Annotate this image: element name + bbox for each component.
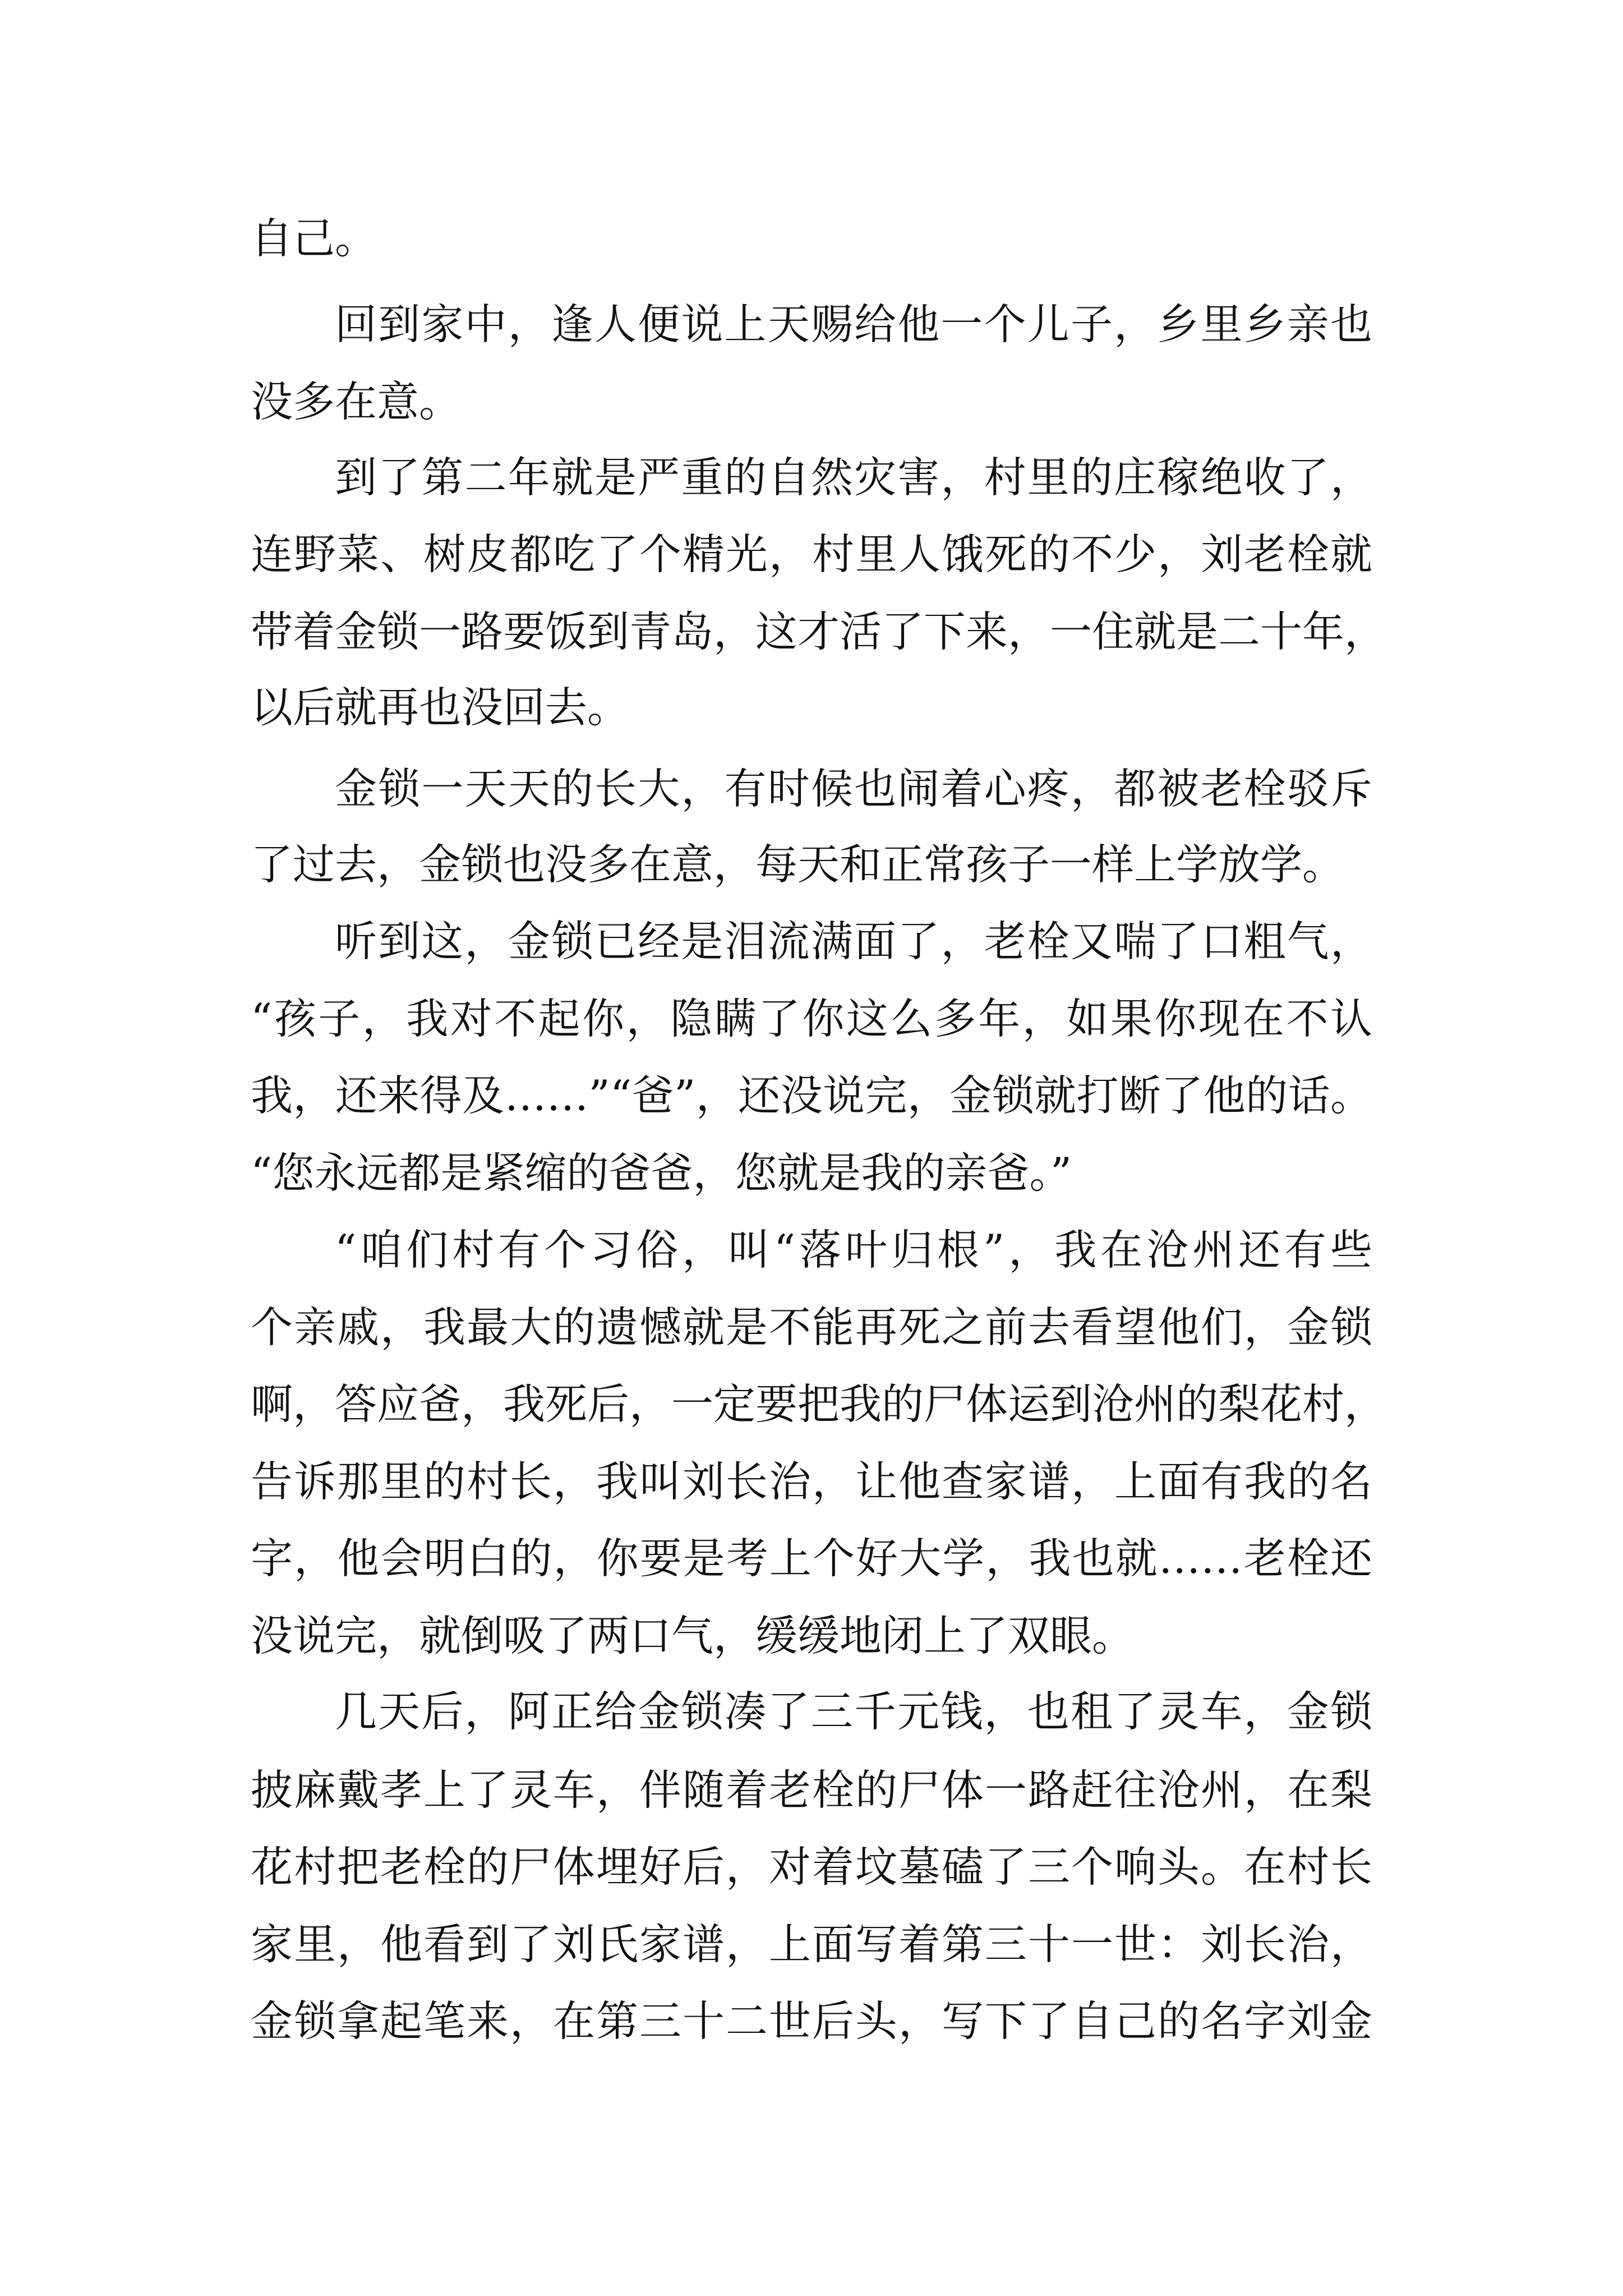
text-line: 个亲戚，我最大的遗憾就是不能再死之前去看望他们，金锁	[251, 1303, 1372, 1352]
text-line: 家里，他看到了刘氏家谱，上面写着第三十一世：刘长治，	[251, 1920, 1372, 1969]
text-line: 带着金锁一路要饭到青岛，这才活了下来，一住就是二十年，	[251, 607, 1387, 656]
paragraph-first-line: 听到这，金锁已经是泪流满面了，老栓又喘了口粗气，	[335, 917, 1372, 966]
paragraph-first-line: 到了第二年就是严重的自然灾害，村里的庄稼绝收了，	[335, 453, 1372, 502]
text-line: 字，他会明白的，你要是考上个好大学，我也就……老栓还	[251, 1534, 1372, 1583]
text-line: 告诉那里的村长，我叫刘长治，让他查家谱，上面有我的名	[251, 1457, 1372, 1506]
text-line: 连野菜、树皮都吃了个精光，村里人饿死的不少，刘老栓就	[251, 530, 1372, 579]
text-line: 了过去，金锁也没多在意，每天和正常孩子一样上学放学。	[251, 840, 1345, 889]
text-line: 以后就再也没回去。	[251, 683, 630, 732]
paragraph-first-line: “咱们村有个习俗，叫“落叶归根”，我在沧州还有些	[335, 1225, 1372, 1274]
text-line: 金锁拿起笔来，在第三十二世后头，写下了自己的名字刘金	[251, 1996, 1372, 2046]
text-line: “孩子，我对不起你，隐瞒了你这么多年，如果你现在不认	[251, 994, 1372, 1043]
text-line: 花村把老栓的尸体埋好后，对着坟墓磕了三个响头。在村长	[251, 1842, 1372, 1892]
paragraph-first-line: 金锁一天天的长大，有时候也闹着心疼，都被老栓驳斥	[335, 764, 1372, 813]
paragraph-first-line: 回到家中，逢人便说上天赐给他一个儿子，乡里乡亲也	[335, 300, 1372, 349]
text-line: 啊，答应爸，我死后，一定要把我的尸体运到沧州的梨花村，	[251, 1379, 1387, 1429]
text-line: 没多在意。	[251, 377, 462, 426]
text-line: “您永远都是紧缩的爸爸，您就是我的亲爸。”	[251, 1148, 1072, 1198]
text-line: 没说完，就倒吸了两口气，缓缓地闭上了双眼。	[251, 1611, 1135, 1660]
text-line: 自己。	[251, 214, 377, 263]
text-line: 披麻戴孝上了灵车，伴随着老栓的尸体一路赶往沧州，在梨	[251, 1765, 1372, 1815]
paragraph-first-line: 几天后，阿正给金锁凑了三千元钱，也租了灵车，金锁	[335, 1687, 1372, 1736]
text-line: 我，还来得及……”“爸”，还没说完，金锁就打断了他的话。	[251, 1071, 1372, 1120]
